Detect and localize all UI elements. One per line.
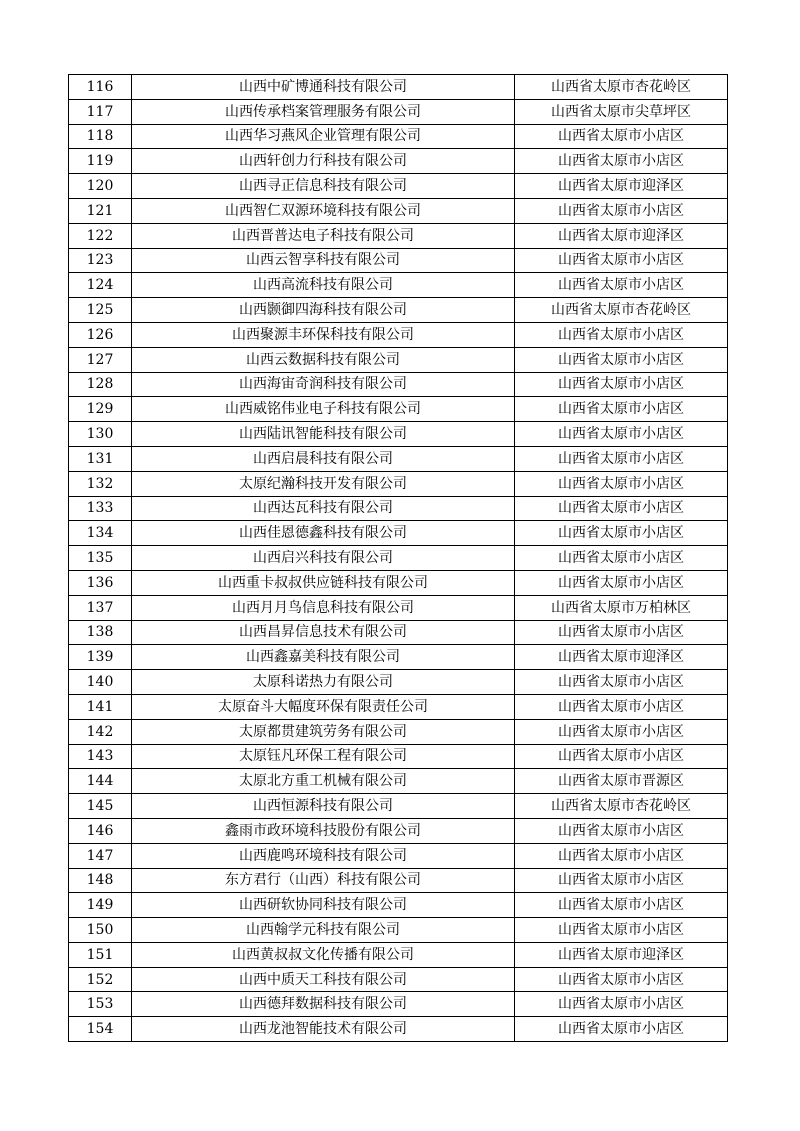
company-location-cell: 山西省太原市杏花岭区: [515, 75, 728, 100]
company-location-cell: 山西省太原市迎泽区: [515, 942, 728, 967]
row-number-cell: 131: [69, 446, 132, 471]
table-row: [69, 769, 728, 794]
company-name-cell: 山西德拜数据科技有限公司: [132, 992, 515, 1017]
table-row: [69, 918, 728, 943]
company-location-cell: 山西省太原市小店区: [515, 818, 728, 843]
table-row: [69, 471, 728, 496]
row-number-cell: 127: [69, 347, 132, 372]
company-name-cell: 山西陆讯智能科技有限公司: [132, 422, 515, 447]
table-row: [69, 843, 728, 868]
table-row: [69, 273, 728, 298]
row-number-cell: 146: [69, 818, 132, 843]
table-row: [69, 298, 728, 323]
row-number-cell: 143: [69, 744, 132, 769]
company-location-cell: 山西省太原市小店区: [515, 843, 728, 868]
table-row: [69, 670, 728, 695]
table-row: [69, 174, 728, 199]
row-number-cell: 148: [69, 868, 132, 893]
company-location-cell: 山西省太原市小店区: [515, 918, 728, 943]
row-number-cell: 129: [69, 397, 132, 422]
company-location-cell: 山西省太原市杏花岭区: [515, 298, 728, 323]
row-number-cell: 153: [69, 992, 132, 1017]
row-number-cell: 136: [69, 570, 132, 595]
company-location-cell: 山西省太原市小店区: [515, 496, 728, 521]
company-location-cell: 山西省太原市小店区: [515, 719, 728, 744]
row-number-cell: 128: [69, 372, 132, 397]
company-name-cell: 太原纪瀚科技开发有限公司: [132, 471, 515, 496]
table-row: [69, 868, 728, 893]
company-name-cell: 山西威铭伟业电子科技有限公司: [132, 397, 515, 422]
company-name-cell: 鑫雨市政环境科技股份有限公司: [132, 818, 515, 843]
company-name-cell: 山西启晨科技有限公司: [132, 446, 515, 471]
table-row: [69, 223, 728, 248]
company-list-body: [69, 75, 728, 1042]
company-location-cell: 山西省太原市小店区: [515, 992, 728, 1017]
company-location-cell: 山西省太原市迎泽区: [515, 174, 728, 199]
company-name-cell: 山西鹿鸣环境科技有限公司: [132, 843, 515, 868]
company-location-cell: 山西省太原市小店区: [515, 446, 728, 471]
company-name-cell: 山西传承档案管理服务有限公司: [132, 99, 515, 124]
company-location-cell: 山西省太原市小店区: [515, 248, 728, 273]
row-number-cell: 123: [69, 248, 132, 273]
table-row: [69, 967, 728, 992]
table-row: [69, 347, 728, 372]
table-row: [69, 124, 728, 149]
row-number-cell: 145: [69, 794, 132, 819]
row-number-cell: 126: [69, 322, 132, 347]
company-location-cell: 山西省太原市小店区: [515, 397, 728, 422]
row-number-cell: 138: [69, 620, 132, 645]
company-name-cell: 山西月月鸟信息科技有限公司: [132, 595, 515, 620]
row-number-cell: 144: [69, 769, 132, 794]
table-row: [69, 198, 728, 223]
row-number-cell: 142: [69, 719, 132, 744]
row-number-cell: 135: [69, 546, 132, 571]
row-number-cell: 132: [69, 471, 132, 496]
table-row: [69, 570, 728, 595]
row-number-cell: 134: [69, 521, 132, 546]
table-row: [69, 893, 728, 918]
row-number-cell: 137: [69, 595, 132, 620]
company-location-cell: 山西省太原市小店区: [515, 347, 728, 372]
table-row: [69, 719, 728, 744]
company-location-cell: 山西省太原市迎泽区: [515, 645, 728, 670]
company-location-cell: 山西省太原市万柏林区: [515, 595, 728, 620]
company-name-cell: 太原奋斗大幅度环保有限责任公司: [132, 694, 515, 719]
table-row: [69, 322, 728, 347]
row-number-cell: 147: [69, 843, 132, 868]
company-list-table: [68, 74, 728, 1042]
company-location-cell: 山西省太原市小店区: [515, 868, 728, 893]
company-name-cell: 山西研软协同科技有限公司: [132, 893, 515, 918]
company-name-cell: 山西海宙奇润科技有限公司: [132, 372, 515, 397]
table-row: [69, 446, 728, 471]
company-name-cell: 太原科诺热力有限公司: [132, 670, 515, 695]
company-name-cell: 山西智仁双源环境科技有限公司: [132, 198, 515, 223]
table-row: [69, 794, 728, 819]
company-location-cell: 山西省太原市小店区: [515, 620, 728, 645]
row-number-cell: 151: [69, 942, 132, 967]
row-number-cell: 154: [69, 1017, 132, 1042]
row-number-cell: 118: [69, 124, 132, 149]
company-location-cell: 山西省太原市小店区: [515, 694, 728, 719]
row-number-cell: 141: [69, 694, 132, 719]
table-row: [69, 248, 728, 273]
row-number-cell: 116: [69, 75, 132, 100]
company-name-cell: 山西恒源科技有限公司: [132, 794, 515, 819]
table-row: [69, 694, 728, 719]
table-row: [69, 397, 728, 422]
row-number-cell: 149: [69, 893, 132, 918]
row-number-cell: 119: [69, 149, 132, 174]
company-name-cell: 太原钰凡环保工程有限公司: [132, 744, 515, 769]
row-number-cell: 122: [69, 223, 132, 248]
table-row: [69, 422, 728, 447]
table-row: [69, 620, 728, 645]
company-location-cell: 山西省太原市小店区: [515, 471, 728, 496]
company-name-cell: 山西中质天工科技有限公司: [132, 967, 515, 992]
company-name-cell: 山西鑫嘉美科技有限公司: [132, 645, 515, 670]
company-name-cell: 山西中矿博通科技有限公司: [132, 75, 515, 100]
row-number-cell: 124: [69, 273, 132, 298]
company-location-cell: 山西省太原市小店区: [515, 124, 728, 149]
company-name-cell: 山西黄叔叔文化传播有限公司: [132, 942, 515, 967]
table-row: [69, 992, 728, 1017]
company-name-cell: 山西启兴科技有限公司: [132, 546, 515, 571]
company-location-cell: 山西省太原市小店区: [515, 670, 728, 695]
company-name-cell: 山西寻正信息科技有限公司: [132, 174, 515, 199]
company-location-cell: 山西省太原市小店区: [515, 322, 728, 347]
company-name-cell: 山西颢御四海科技有限公司: [132, 298, 515, 323]
company-name-cell: 山西佳恩德鑫科技有限公司: [132, 521, 515, 546]
table-row: [69, 595, 728, 620]
table-row: [69, 1017, 728, 1042]
row-number-cell: 130: [69, 422, 132, 447]
company-name-cell: 山西华习燕风企业管理有限公司: [132, 124, 515, 149]
table-row: [69, 149, 728, 174]
row-number-cell: 133: [69, 496, 132, 521]
company-name-cell: 山西昌昇信息技术有限公司: [132, 620, 515, 645]
company-location-cell: 山西省太原市迎泽区: [515, 223, 728, 248]
row-number-cell: 121: [69, 198, 132, 223]
company-name-cell: 山西轩创力行科技有限公司: [132, 149, 515, 174]
company-location-cell: 山西省太原市小店区: [515, 149, 728, 174]
company-location-cell: 山西省太原市小店区: [515, 546, 728, 571]
company-location-cell: 山西省太原市小店区: [515, 422, 728, 447]
company-name-cell: 太原北方重工机械有限公司: [132, 769, 515, 794]
table-row: [69, 645, 728, 670]
company-name-cell: 山西翰学元科技有限公司: [132, 918, 515, 943]
company-location-cell: 山西省太原市小店区: [515, 372, 728, 397]
company-name-cell: 东方君行（山西）科技有限公司: [132, 868, 515, 893]
company-name-cell: 山西高流科技有限公司: [132, 273, 515, 298]
company-location-cell: 山西省太原市小店区: [515, 744, 728, 769]
table-row: [69, 75, 728, 100]
row-number-cell: 152: [69, 967, 132, 992]
company-location-cell: 山西省太原市晋源区: [515, 769, 728, 794]
table-row: [69, 521, 728, 546]
table-row: [69, 818, 728, 843]
company-name-cell: 山西龙池智能技术有限公司: [132, 1017, 515, 1042]
company-location-cell: 山西省太原市尖草坪区: [515, 99, 728, 124]
company-location-cell: 山西省太原市小店区: [515, 198, 728, 223]
table-row: [69, 546, 728, 571]
company-name-cell: 山西晋普达电子科技有限公司: [132, 223, 515, 248]
company-name-cell: 山西达瓦科技有限公司: [132, 496, 515, 521]
company-location-cell: 山西省太原市小店区: [515, 570, 728, 595]
company-name-cell: 山西重卡叔叔供应链科技有限公司: [132, 570, 515, 595]
company-location-cell: 山西省太原市小店区: [515, 967, 728, 992]
row-number-cell: 150: [69, 918, 132, 943]
table-row: [69, 496, 728, 521]
table-row: [69, 744, 728, 769]
company-name-cell: 山西云数据科技有限公司: [132, 347, 515, 372]
row-number-cell: 125: [69, 298, 132, 323]
company-location-cell: 山西省太原市小店区: [515, 1017, 728, 1042]
table-row: [69, 372, 728, 397]
table-row: [69, 99, 728, 124]
company-name-cell: 山西云智享科技有限公司: [132, 248, 515, 273]
row-number-cell: 120: [69, 174, 132, 199]
row-number-cell: 117: [69, 99, 132, 124]
company-location-cell: 山西省太原市小店区: [515, 521, 728, 546]
company-location-cell: 山西省太原市杏花岭区: [515, 794, 728, 819]
row-number-cell: 139: [69, 645, 132, 670]
table-row: [69, 942, 728, 967]
company-location-cell: 山西省太原市小店区: [515, 893, 728, 918]
company-location-cell: 山西省太原市小店区: [515, 273, 728, 298]
company-name-cell: 山西聚源丰环保科技有限公司: [132, 322, 515, 347]
company-name-cell: 太原都贯建筑劳务有限公司: [132, 719, 515, 744]
row-number-cell: 140: [69, 670, 132, 695]
